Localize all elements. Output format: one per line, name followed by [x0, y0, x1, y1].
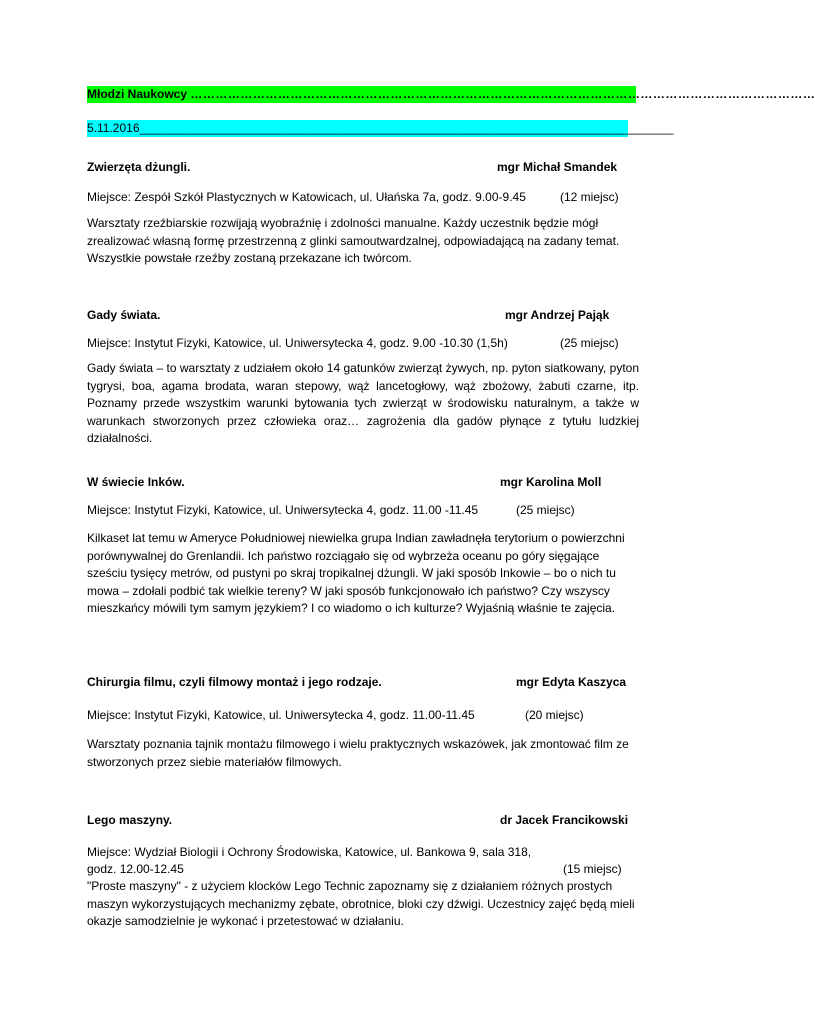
workshop-title: Gady świata.: [87, 308, 161, 322]
workshop-place: [87, 503, 478, 517]
date-underline: ________________________________________________________________________________: [139, 121, 674, 135]
workshop-place: [87, 190, 526, 204]
workshop-place-text: Miejsce: Instytut Fizyki, Katowice, ul. Uniwersytecka 4, godz. 9.00 -10.30 (1,5h): [87, 336, 508, 350]
workshop-place-text: Miejsce: Instytut Fizyki, Katowice, ul. Uniwersytecka 4, godz. 11.00 -11.45: [87, 503, 479, 517]
workshop-lecturer: mgr Karolina Moll: [500, 475, 602, 489]
workshop-title: Lego maszyny.: [87, 813, 173, 827]
workshop-title: W świecie Inków.: [87, 475, 185, 489]
workshop-seats: (25 miejsc): [560, 336, 619, 350]
workshop-seats: (15 miejsc): [563, 862, 622, 876]
workshop-description: Warsztaty poznania tajnik montażu filmowego i wielu praktycznych wskazówek, jak zmontować film ze stworzonych przez siebie materiałów filmowych.: [87, 737, 629, 769]
workshop-description: Kilkaset lat temu w Ameryce Południowej niewielka grupa Indian zawładnęła terytorium o powierzchni porównywalnej do Grenlandii. Ich państwo rozciągało się od wybrzeża oceanu po góry sięgające sześciu tysięcy metrów, od pustyni po skraj tropikalnej dżungli. W jaki sposób Inkowie – bo o nich tu mowa – zdołali podbić tak wielkie tereny? W jaki sposób funkcjonowało ich państwo? Czy wszyscy mieszkańcy mówili tym samym językiem? I co wiadomo o ich kulturze? Wyjaśnią właśnie te zajęcia.: [87, 531, 625, 615]
program-name: Młodzi Naukowcy: [87, 87, 188, 101]
workshop-place-text: Miejsce: Instytut Fizyki, Katowice, ul. Uniwersytecka 4, godz. 11.00-11.45: [87, 708, 475, 722]
workshop-description: Gady świata – to warsztaty z udziałem około 14 gatunków zwierząt żywych, np. pyton siatkowany, pyton tygrysi, boa, agama brodata, waran stepowy, wąż lancetogłowy, wąż zbożowy, żabuti czarne, itp. Poznamy przede wszystkim warunki bytowania tych zwierząt w środowisku naturalnym, a także w warunkach stworzonych przez człowieka oraz… zagrożenia dla gadów płynące z tytułu ludzkiej działalności.: [87, 361, 639, 445]
workshop-title: Zwierzęta dżungli.: [87, 160, 191, 174]
program-header: [87, 86, 815, 103]
workshop-place: [87, 336, 508, 350]
workshop-place: Miejsce: Wydział Biologii i Ochrony Środowiska, Katowice, ul. Bankowa 9, sala 318,: [87, 845, 532, 859]
workshop-lecturer: mgr Edyta Kaszyca: [516, 675, 627, 689]
event-date: 5.11.2016: [87, 121, 140, 135]
workshop-lecturer: mgr Michał Smandek: [497, 160, 618, 174]
workshop-lecturer: mgr Andrzej Pająk: [505, 308, 610, 322]
program-dots: ……………………………………………………………………………………………………………………………………: [190, 87, 815, 101]
workshop-title: Chirurgia filmu, czyli filmowy montaż i jego rodzaje.: [87, 675, 382, 689]
workshop-place: [87, 708, 475, 722]
workshop-description: Warsztaty rzeźbiarskie rozwijają wyobraźnię i zdolności manualne. Każdy uczestnik będzie mógł zrealizować własną formę przestrzenną z glinki samoutwardzalnej, odpowiadającą na zadany temat. Wszystkie powstałe rzeźby zostaną przekazane ich twórcom.: [87, 216, 620, 265]
workshop-lecturer: dr Jacek Francikowski: [500, 813, 629, 827]
workshop-description: "Proste maszyny" - z użyciem klocków Lego Technic zapoznamy się z działaniem różnych prostych maszyn wykorzystujących mechanizmy zębate, obrotnice, bloki czy dźwigi. Uczestnicy zajęć będą mieli okazje samodzielnie je wykonać i przetestować w działaniu.: [87, 879, 635, 928]
workshop-seats: (20 miejsc): [525, 708, 584, 722]
workshop-time: godz. 12.00-12.45: [87, 862, 184, 876]
workshop-seats: (12 miejsc): [560, 190, 619, 204]
date-header: [87, 120, 674, 137]
workshop-place-text: Miejsce: Zespół Szkół Plastycznych w Katowicach, ul. Ułańska 7a, godz. 9.00-9.45: [87, 190, 526, 204]
workshop-seats: (25 miejsc): [516, 503, 575, 517]
